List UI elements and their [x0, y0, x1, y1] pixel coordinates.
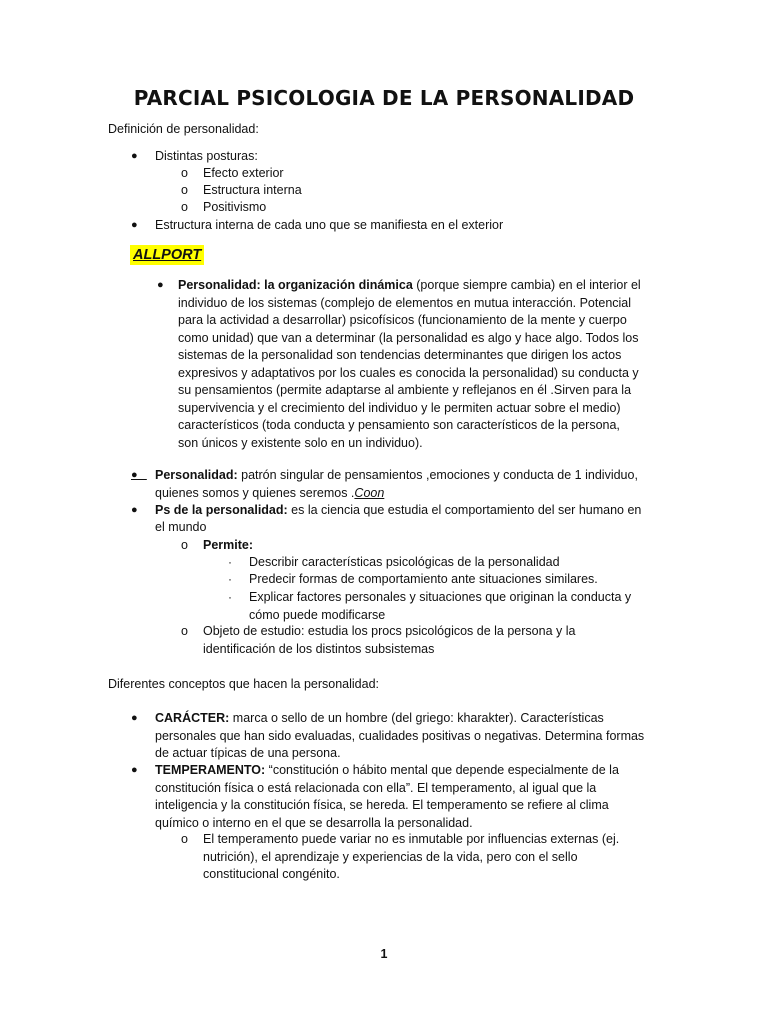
text-line: su pensamientos (permite adaptarse al ambiente y reflejanos en él .Sirven para la — [178, 383, 632, 397]
text-line: personales que han sido evaluadas, cualidades positivas o negativas. Determina formas — [155, 728, 645, 743]
circle-bullet-icon: o — [181, 200, 188, 214]
ps-line-2: el mundo — [155, 520, 207, 534]
dot-bullet-icon: · — [228, 572, 232, 586]
dot-bullet-icon: · — [228, 555, 232, 569]
text-line: de actuar típicas de una persona. — [155, 746, 341, 760]
text-line: El temperamento puede variar no es inmutable por influencias externas (ej. — [203, 832, 620, 846]
text-line: sistemas de la personalidad son tendencias determinantes que dirigen los actos — [178, 348, 622, 362]
objeto-estudio — [203, 623, 657, 658]
coon-line-1: Personalidad: patrón singular de pensamientos ,emociones y conducta de 1 individuo, — [155, 468, 638, 482]
circle-bullet-icon: o — [181, 624, 188, 638]
text-line: constitución física o está relacionada con ella”. El temperamento, al igual que la — [155, 780, 597, 795]
page-number: 1 — [380, 947, 388, 961]
text-line: como unidad) que van a determinar (la personalidad es algo y hace algo. Todos los — [178, 330, 639, 345]
permite-item: Predecir formas de comportamiento ante situaciones similares. — [249, 572, 598, 586]
text-line: CARÁCTER: marca o sello de un hombre (del griego: kharakter). Características — [155, 711, 604, 725]
text-line: inteligencia y la constitución física, se hereda. El temperamento se refiere al clima — [155, 798, 609, 812]
bullet-icon: ● — [131, 504, 138, 516]
bullet-icon: ● — [131, 150, 138, 162]
conceptos-heading: Diferentes conceptos que hacen la personalidad: — [108, 677, 380, 691]
text-line: identificación de los distintos subsistemas — [203, 641, 435, 656]
text-line: Explicar factores personales y situaciones que originan la conducta y — [249, 590, 632, 604]
text-line: constitucional congénito. — [203, 867, 340, 881]
text-line: cómo puede modificarse — [249, 607, 386, 622]
text-line: Objeto de estudio: estudia los procs psicológicos de la persona y la — [203, 624, 576, 638]
circle-bullet-icon: o — [181, 166, 188, 180]
temperamento-definition — [155, 762, 657, 832]
circle-bullet-icon: o — [181, 183, 188, 197]
estructura-item: Estructura interna de cada uno que se manifiesta en el exterior — [155, 218, 504, 232]
text-line: nutrición), el aprendizaje y experiencias de la vida, pero con el sello — [203, 849, 578, 864]
definicion-heading: Definición de personalidad: — [108, 122, 259, 136]
permite-item: Describir características psicológicas de la personalidad — [249, 555, 560, 569]
postura-item: Efecto exterior — [203, 166, 284, 180]
postura-item: Estructura interna — [203, 183, 302, 197]
bullet-icon: ● — [131, 469, 147, 481]
permite-label: Permite: — [203, 538, 254, 552]
postura-item: Positivismo — [203, 200, 267, 214]
text-line: son únicos y existente solo en un individuo). — [178, 435, 423, 450]
allport-definition — [178, 277, 657, 452]
coon-text: quienes somos y quienes seremos . — [155, 486, 355, 500]
permite-item — [249, 589, 657, 624]
circle-bullet-icon: o — [181, 538, 188, 552]
bullet-icon: ● — [131, 219, 138, 231]
text-line: expresivos y adaptativos por los cuales es conocida la personalidad) su conducta y — [178, 365, 639, 380]
page-title: PARCIAL PSICOLOGIA DE LA PERSONALIDAD — [133, 86, 635, 110]
bullet-icon: ● — [131, 712, 138, 724]
circle-bullet-icon: o — [181, 832, 188, 846]
text-line: individuo de los sistemas (complejo de elementos en mutua interacción. Potencial — [178, 295, 632, 310]
dot-bullet-icon: · — [228, 590, 232, 604]
bullet-icon: ● — [157, 279, 164, 291]
coon-author: Coon — [354, 486, 385, 500]
bullet-icon: ● — [131, 764, 138, 776]
text-line: TEMPERAMENTO: “constitución o hábito mental que depende especialmente de la — [155, 763, 619, 777]
text-line: para la actividad a desarrollar) psicofísicos (funcionamiento de la mente y cuerpo — [178, 313, 627, 327]
caracter-definition — [155, 710, 657, 763]
posturas-label: Distintas posturas: — [155, 149, 258, 163]
ps-line-1: Ps de la personalidad: es la ciencia que estudia el comportamiento del ser humano en — [155, 503, 642, 517]
text-line: característicos (toda conducta y pensamiento son característicos de la persona, — [178, 418, 620, 432]
text-line: supervivencia y el crecimiento del individuo y le permiten actuar sobre el medio) — [178, 400, 621, 415]
coon-line-2 — [155, 485, 384, 503]
allport-highlight: ALLPORT — [130, 245, 204, 265]
text-line: Personalidad: la organización dinámica (porque siempre cambia) en el interior el — [178, 278, 641, 292]
temperamento-sub — [203, 831, 657, 884]
text-line: químico o interno en el que se desarrolla la personalidad. — [155, 815, 473, 830]
